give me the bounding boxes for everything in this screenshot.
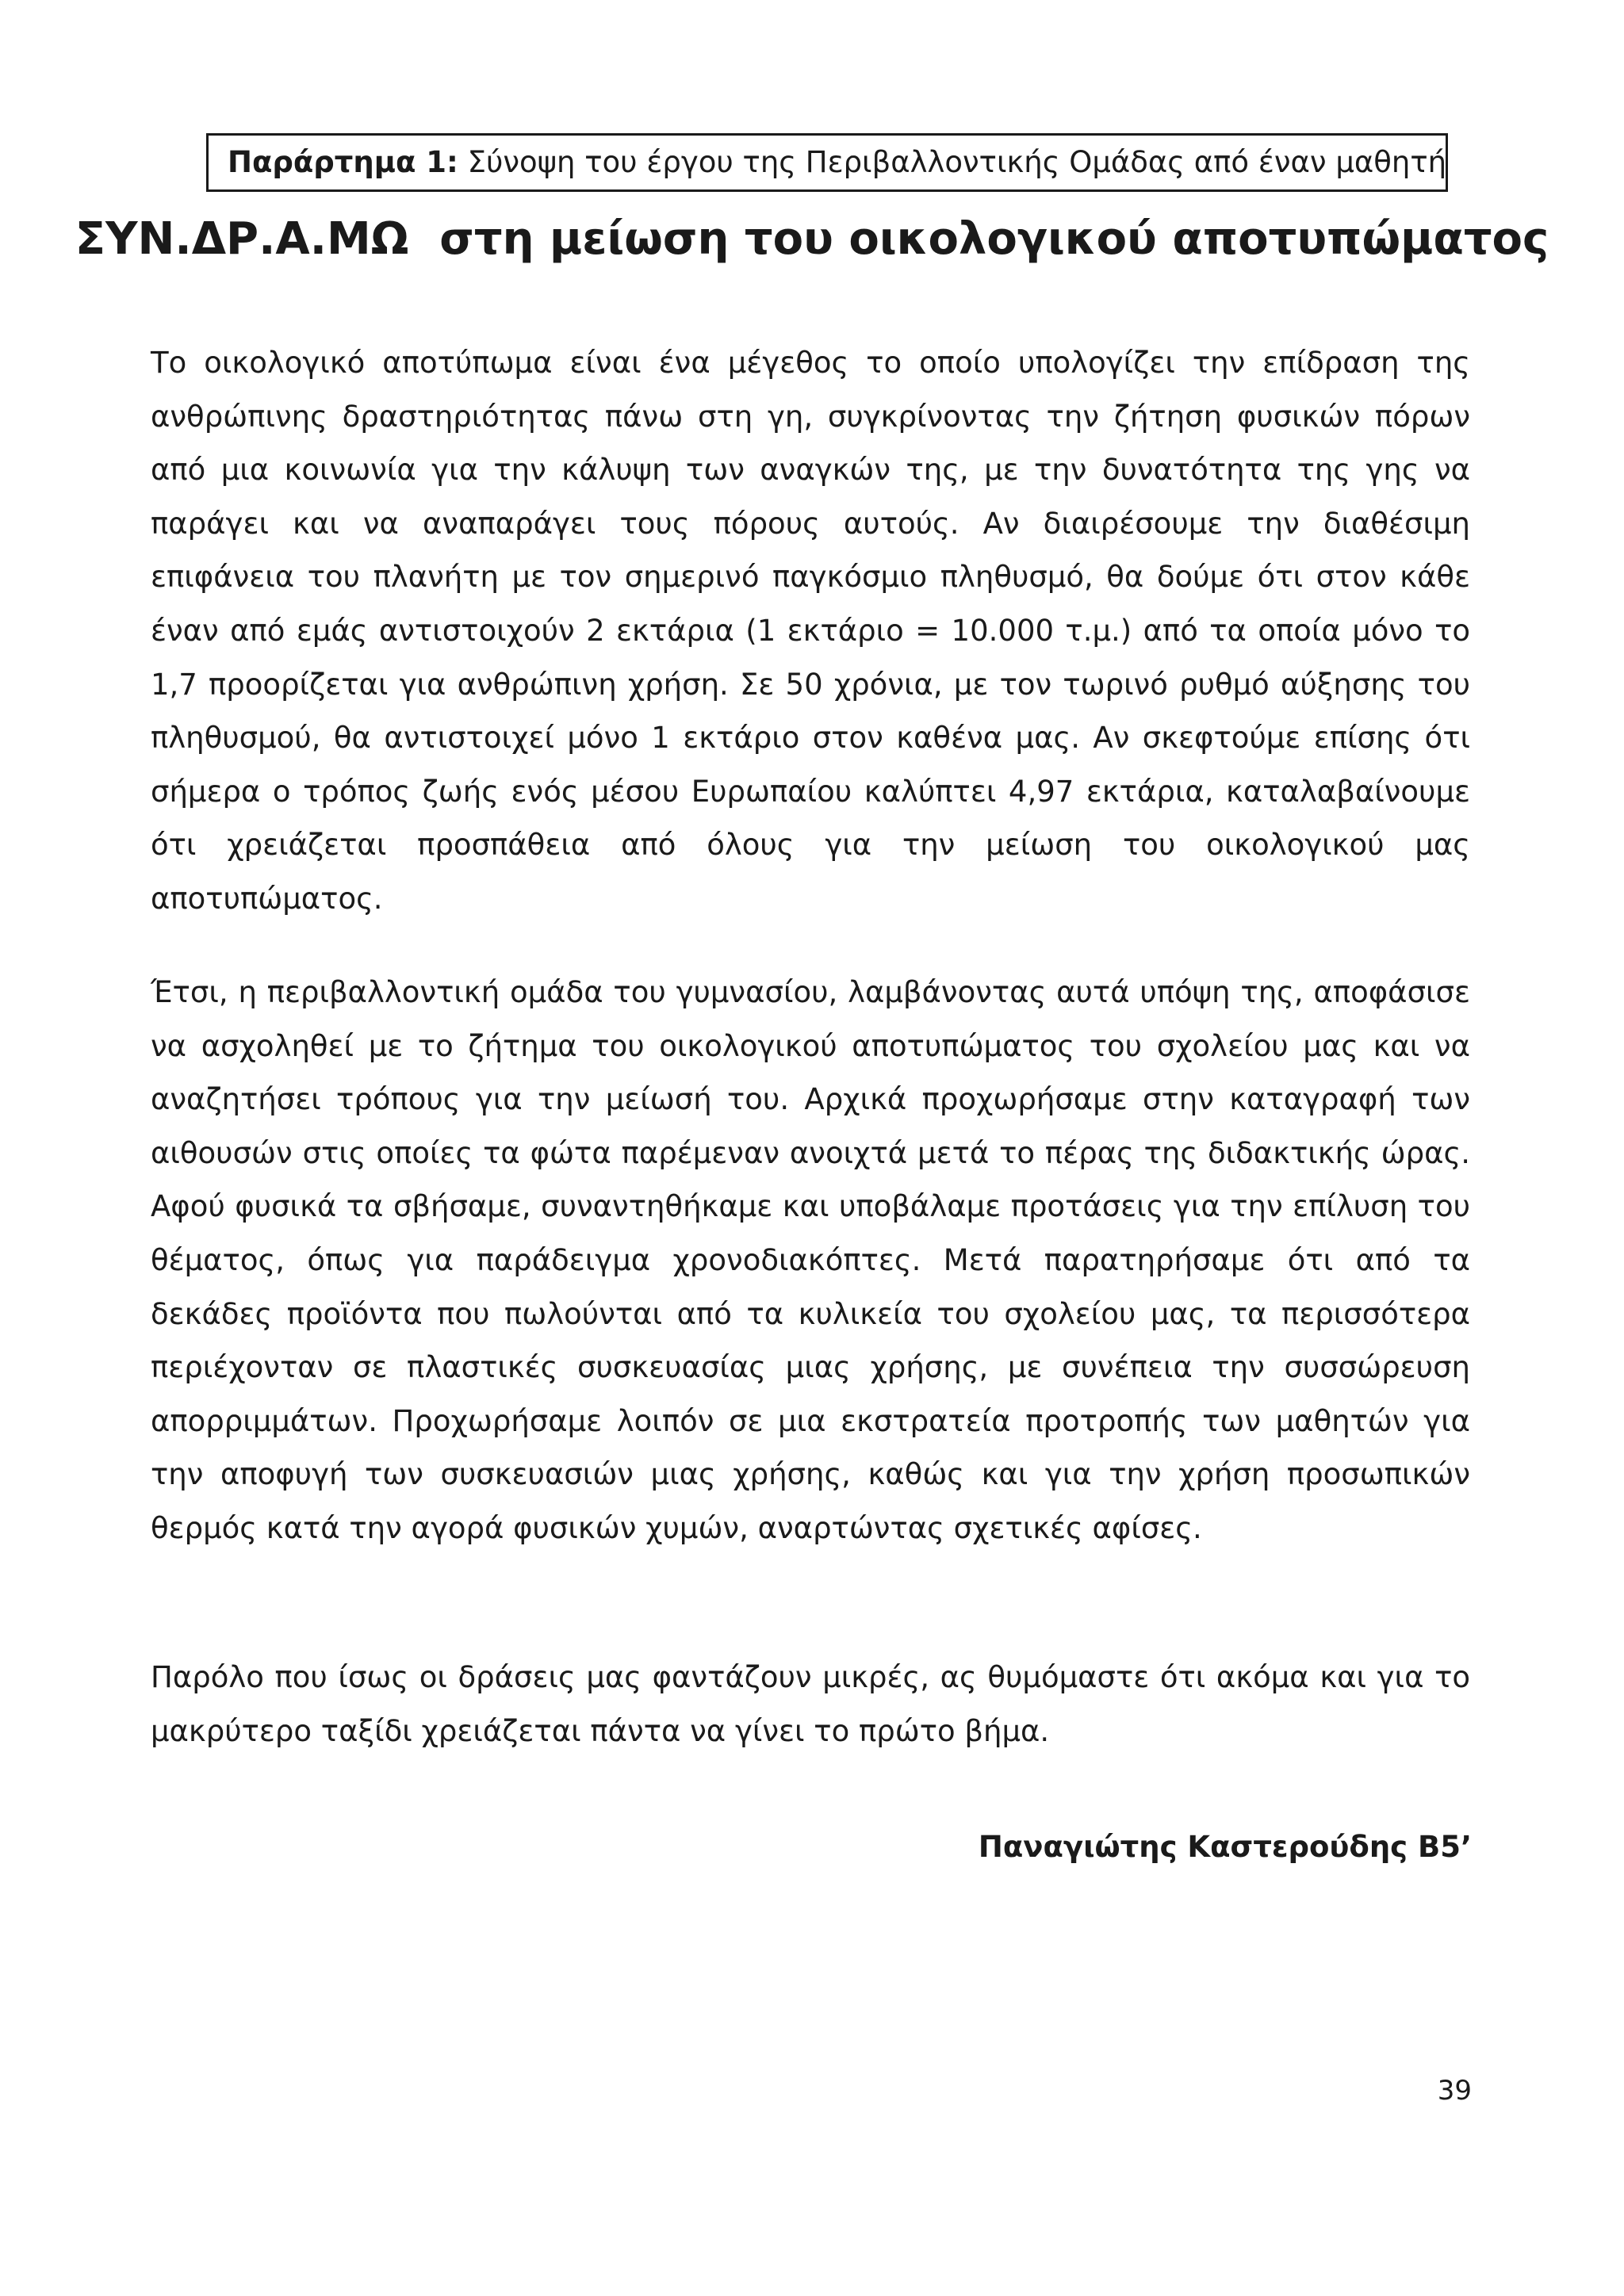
paragraph-conclusion: Παρόλο που ίσως οι δράσεις μας φαντάζουν μικρές, ας θυμόμαστε ότι ακόμα και για το μακρύτερο ταξίδι χρειάζεται πάντα να γίνει το πρώτο βήμα. [151, 1660, 1470, 1748]
document-title: ΣΥΝ.ΔΡ.Α.ΜΩ στη μείωση του οικολογικού αποτυπώματος [75, 213, 1549, 265]
page-number: 39 [1437, 2075, 1472, 2107]
paragraph-environmental-team: Έτσι, η περιβαλλοντική ομάδα του γυμνασίου, λαμβάνοντας αυτά υπόψη της, αποφάσισε να ασχοληθεί με το ζήτημα του οικολογικού αποτυπώματος του σχολείου μας και να αναζητήσει τρόπους για την μείωσή του. Αρχικά προχωρήσαμε στην καταγραφή των αιθουσών στις οποίες τα φώτα παρέμεναν ανοιχτά μετά το πέρας της διδακτικής ώρας. Αφού φυσικά τα σβήσαμε, συναντηθήκαμε και υποβάλαμε προτάσεις για την επίλυση του θέματος, όπως για παράδειγμα χρονοδιακόπτες. Μετά παρατηρήσαμε ότι από τα δεκάδες προϊόντα που πωλούνται από τα κυλικεία του σχολείου μας, τα περισσότερα περιέχονταν σε πλαστικές συσκευασίας μιας χρήσης, με συνέπεια την συσσώρευση απορριμμάτων. Προχωρήσαμε λοιπόν σε μια εκστρατεία προτροπής των μαθητών για την αποφυγή των συσκευασιών μιας χρήσης, καθώς και για την χρήση προσωπικών θερμός κατά την αγορά φυσικών χυμών, αναρτώντας σχετικές αφίσες. [151, 975, 1470, 1545]
paragraph-ecological-footprint: Το οικολογικό αποτύπωμα είναι ένα μέγεθος το οποίο υπολογίζει την επίδραση της ανθρώπινης δραστηριότητας πάνω στη γη, συγκρίνοντας την ζήτηση φυσικών πόρων από μια κοινωνία για την κάλυψη των αναγκών της, με την δυνατότητα της γης να παράγει και να αναπαράγει τους πόρους αυτούς. Αν διαιρέσουμε την διαθέσιμη επιφάνεια του πλανήτη με τον σημερινό παγκόσμιο πληθυσμό, θα δούμε ότι στον κάθε έναν από εμάς αντιστοιχούν 2 εκτάρια (1 εκτάριο = 10.000 τ.μ.) από τα οποία μόνο το 1,7 προορίζεται για ανθρώπινη χρήση. Σε 50 χρόνια, με τον τωρινό ρυθμό αύξησης του πληθυσμού, θα αντιστοιχεί μόνο 1 εκτάριο στον καθένα μας. Αν σκεφτούμε επίσης ότι σήμερα ο τρόπος ζωής ενός μέσου Ευρωπαίου καλύπτει 4,97 εκτάρια, καταλαβαίνουμε ότι χρειάζεται προσπάθεια από όλους για την μείωση του οικολογικού μας αποτυπώματος. [151, 346, 1470, 916]
appendix-label: Παράρτημα 1: [228, 145, 458, 179]
appendix-text: Σύνοψη του έργου της Περιβαλλοντικής Ομάδας από έναν μαθητή [467, 145, 1447, 179]
appendix-caption-box [206, 133, 1448, 192]
author-signature: Παναγιώτης Καστερούδης Β5’ [978, 1830, 1472, 1864]
